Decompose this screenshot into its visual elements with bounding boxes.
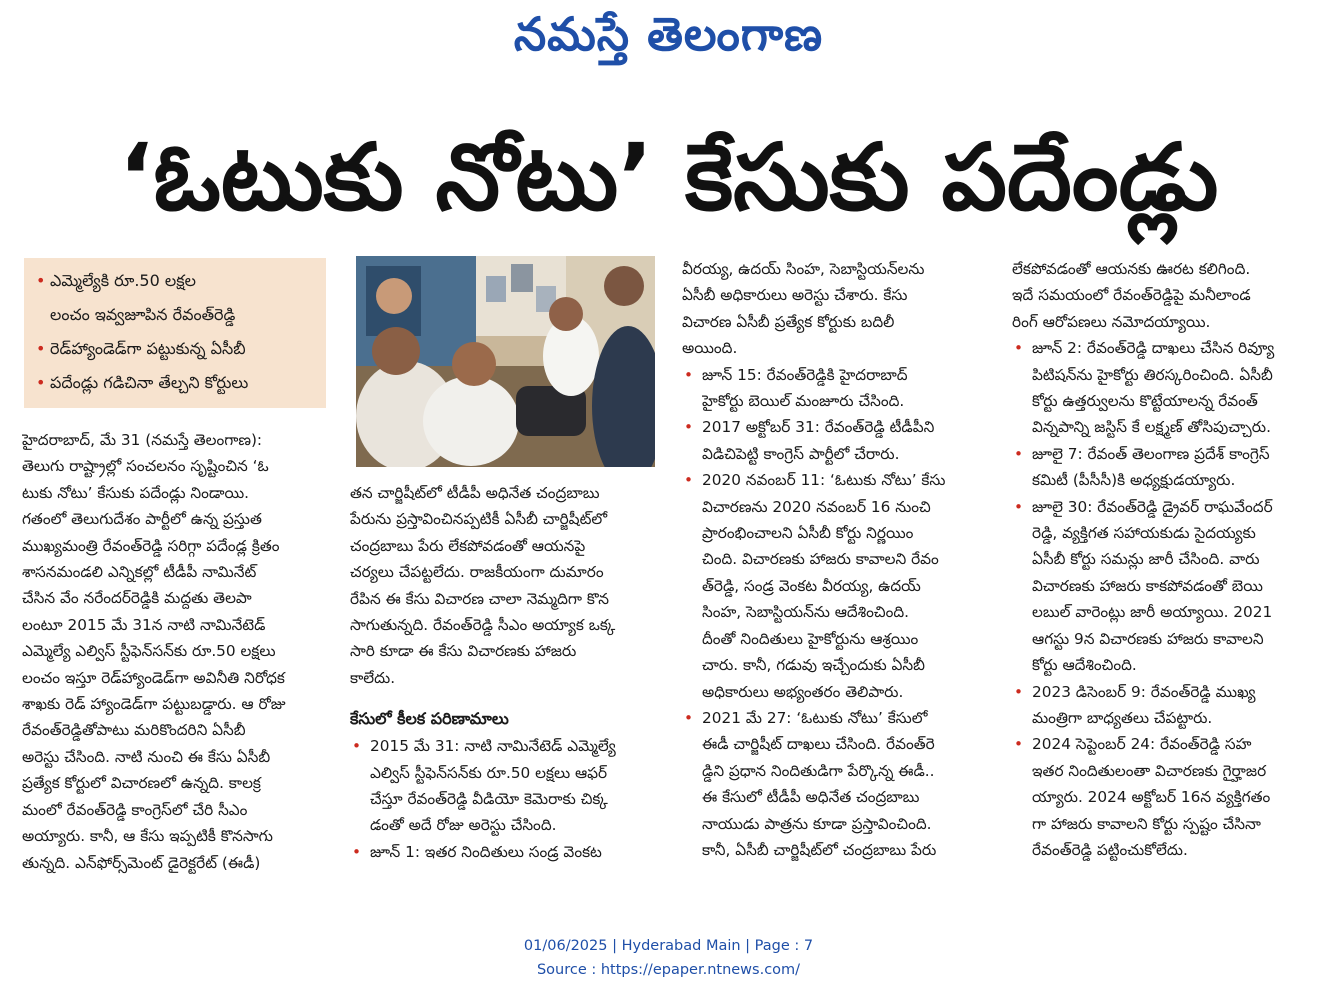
text-line: విచారణ ఏసీబీ ప్రత్యేక కోర్టుకు బదిలీ <box>682 312 895 331</box>
text-line: 2020 నవంబర్ 11: ‘ఓటుకు నోటు’ కేసు <box>702 471 946 490</box>
text-line: య్యారు. 2024 అక్టోబర్ 16న వ్యక్తిగతం <box>1032 788 1271 807</box>
text-line: రెడ్డి, వ్యక్తిగత సహాయకుడు సైదయ్యకు <box>1032 524 1256 543</box>
text-line: త్‌రెడ్డి, సండ్ర వెంకట వీరయ్య, ఉదయ్ <box>702 576 921 595</box>
timeline-item <box>682 414 986 467</box>
text-line: తన చార్జిషీట్‌లో టీడీపీ అధినేత చంద్రబాబు <box>350 484 600 502</box>
timeline-item <box>1012 335 1316 441</box>
bullet-icon: • <box>1014 735 1024 754</box>
timeline-item <box>350 733 656 839</box>
bullet-icon: • <box>684 708 694 727</box>
highlight-item: • ఎమ్మెల్యేకి రూ.50 లక్షల <box>36 271 196 290</box>
text-line: తున్నది. ఎన్‌ఫోర్స్‌మెంట్ డైరెక్టరేట్ (ఈడీ) <box>22 853 261 872</box>
text-line: టుకు నోటు’ కేసుకు పదేండ్లు నిండాయి. <box>22 483 250 502</box>
article-column-3 <box>682 256 986 863</box>
timeline-item <box>350 839 656 865</box>
text-line: చంద్రబాబు పేరు లేకపోవడంతో ఆయనపై <box>350 536 586 555</box>
page-footer <box>0 934 1337 982</box>
text-line: సారి కూడా ఈ కేసు విచారణకు హాజరు <box>350 642 577 661</box>
text-line: కమిటీ (పీసీసీ)కి అధ్యక్షుడయ్యారు. <box>1032 471 1236 490</box>
text-line: ఎమ్మెల్యే ఎల్విస్ స్టీఫెన్‌సన్‌కు రూ.50 లక్షలు <box>22 642 276 661</box>
text-line: దీంతో నిందితులు హైకోర్టును ఆశ్రయిం <box>702 629 919 648</box>
text-line: మంత్రిగా బాధ్యతలు చేపట్టారు. <box>1032 708 1213 727</box>
text-line: కానీ, ఏసీబీ చార్జిషీట్‌లో చంద్రబాబు పేరు <box>702 840 937 859</box>
newspaper-masthead: నమస్తే తెలంగాణ <box>513 7 824 61</box>
text-line: చింది. విచారణకు హాజరు కావాలని రేవం <box>702 550 939 569</box>
text-line: తెలుగు రాష్ట్రాల్లో సంచలనం సృష్టించిన ‘ఓ <box>22 457 269 476</box>
bullet-icon: • <box>1014 339 1024 358</box>
text-line: హైకోర్టు బెయిల్ మంజూరు చేసింది. <box>702 392 905 411</box>
timeline-item <box>682 467 986 705</box>
source-link[interactable]: Source : https://epaper.ntnews.com/ <box>536 962 801 978</box>
article-column-1 <box>22 427 326 876</box>
text-line: గతంలో తెలుగుదేశం పార్టీలో ఉన్న ప్రస్తుత <box>22 510 262 529</box>
text-line: జూన్ 15: రేవంత్‌రెడ్డికి హైదరాబాద్ <box>702 365 908 384</box>
text-line: అధికారులు అభ్యంతరం తెలిపారు. <box>702 682 904 701</box>
text-line: ఈడీ చార్జిషీట్ దాఖలు చేసింది. రేవంత్‌రె <box>702 735 935 754</box>
text-line: డ్డిని ప్రధాన నిందితుడిగా పేర్కొన్న ఈడీ.. <box>702 761 935 780</box>
text-line: జూన్ 2: రేవంత్‌రెడ్డి దాఖలు చేసిన రివ్యూ <box>1032 339 1275 358</box>
text-line: ఎల్విస్ స్టీఫెన్‌సన్‌కు రూ.50 లక్షలు ఆఫర్ <box>370 763 608 782</box>
text-line: ఏసీబీ అధికారులు అరెస్టు చేశారు. కేసు <box>682 286 908 305</box>
text-line: లంటూ 2015 మే 31న నాటి నామినేటెడ్ <box>22 615 266 634</box>
highlight-item: లంచం ఇవ్వజూపిన రేవంత్‌రెడ్డి <box>50 305 236 324</box>
text-line: జూన్ 1: ఇతర నిందితులు సండ్ర వెంకట <box>370 842 602 861</box>
timeline-item <box>682 705 986 863</box>
text-line: అరెస్టు చేసింది. నాటి నుంచి ఈ కేసు ఏసీబీ <box>22 747 271 766</box>
text-line: 2015 మే 31: నాటి నామినేటెడ్ ఎమ్మెల్యే <box>370 737 616 756</box>
bullet-icon: • <box>684 365 694 384</box>
text-line: ఇదే సమయంలో రేవంత్‌రెడ్డిపై మనీలాండ <box>1012 286 1251 305</box>
text-line: విచారణను 2020 నవంబర్ 16 నుంచి <box>702 497 931 516</box>
photo-illustration <box>356 256 655 467</box>
text-line: ఇతర నిందితులంతా విచారణకు గైర్హాజర <box>1032 761 1267 780</box>
text-line: ఏసీబీ కోర్టు సమన్లు జారీ చేసింది. వారు <box>1032 550 1260 569</box>
text-line: జూలై 7: రేవంత్ తెలంగాణ ప్రదేశ్ కాంగ్రెస్ <box>1032 444 1270 463</box>
text-line: చేస్తూ రేవంత్‌రెడ్డి వీడియో కెమెరాకు చిక్క <box>370 790 608 809</box>
article-headline: ‘ఓటుకు నోటు’ కేసుకు పదేండ్లు <box>118 124 1219 231</box>
highlight-item: • రెడ్‌హ్యాండెడ్‌గా పట్టుకున్న ఏసీబీ <box>36 339 246 358</box>
text-line: హైదరాబాద్, మే 31 (నమస్తే తెలంగాణ): <box>22 431 263 449</box>
text-line: ముఖ్యమంత్రి రేవంత్‌రెడ్డి సరిగ్గా పదేండ్ల క్రితం <box>22 536 280 555</box>
bullet-icon: • <box>1014 682 1024 701</box>
text-line: శాసనమండలి ఎన్నికల్లో టీడీపీ నామినేట్ <box>22 563 257 582</box>
bullet-icon: • <box>352 842 362 861</box>
text-line: వీరయ్య, ఉదయ్ సింహ, సెబాస్టియన్‌లను <box>682 260 925 278</box>
text-line: సాగుతున్నది. రేవంత్‌రెడ్డి సీఎం అయ్యాక ఒక్క <box>350 616 616 635</box>
text-line: అయింది. <box>682 339 738 358</box>
text-line: విడిచిపెట్టి కాంగ్రెస్ పార్టీలో చేరారు. <box>702 444 900 463</box>
text-line: నాయుడు పాత్రను కూడా ప్రస్తావించింది. <box>702 814 932 833</box>
text-line: ప్రారంభించాలని ఏసీబీ కోర్టు నిర్ణయిం <box>702 524 914 543</box>
text-line: 2021 మే 27: ‘ఓటుకు నోటు’ కేసులో <box>702 708 928 727</box>
highlights-box <box>24 258 326 408</box>
text-line: శాఖకు రెడ్ హ్యాండెడ్‌గా పట్టుబడ్డారు. ఆ రోజు <box>22 695 286 714</box>
timeline-item <box>1012 679 1316 732</box>
text-line: కోర్టు ఆదేశించింది. <box>1032 656 1137 675</box>
text-line: రేపిన ఈ కేసు విచారణ చాలా నెమ్మదిగా కొన <box>350 589 609 608</box>
text-line: జూలై 30: రేవంత్‌రెడ్డి డ్రైవర్ రాఘవేందర్ <box>1032 497 1273 516</box>
article-column-4 <box>1012 256 1316 863</box>
text-line: సింహ, సెబాస్టియన్‌ను ఆదేశించింది. <box>702 603 910 622</box>
timeline-item <box>1012 441 1316 494</box>
text-line: రేవంత్‌రెడ్డితోపాటు మరికొందరిని ఏసీబీ <box>22 721 246 740</box>
text-line: ప్రత్యేక కోర్టులో విచారణలో ఉన్నది. కాలక్ర <box>22 774 261 793</box>
text-line: రేవంత్‌రెడ్డి పట్టించుకోలేదు. <box>1032 840 1188 859</box>
text-line: లేకపోవడంతో ఆయనకు ఊరట కలిగింది. <box>1012 260 1251 278</box>
article-column-2 <box>350 480 656 865</box>
edition-info: 01/06/2025 | Hyderabad Main | Page : 7 <box>523 938 814 954</box>
highlight-item: • పదేండ్లు గడిచినా తేల్చని కోర్టులు <box>36 373 249 392</box>
text-line: ఈ కేసులో టీడీపీ అధినేత చంద్రబాబు <box>702 788 920 807</box>
text-line: కాలేదు. <box>350 668 396 687</box>
bullet-icon: • <box>684 471 694 490</box>
text-line: రింగ్ ఆరోపణలు నమోదయ్యాయి. <box>1012 312 1211 331</box>
text-line: పిటిషన్‌ను హైకోర్టు తిరస్కరించింది. ఏసీబీ <box>1032 365 1273 384</box>
section-subheading: కేసులో కీలక పరిణామాలు <box>350 709 509 729</box>
text-line: 2023 డిసెంబర్ 9: రేవంత్‌రెడ్డి ముఖ్య <box>1032 682 1256 701</box>
text-line: లంచం ఇస్తూ రెడ్‌హ్యాండెడ్‌గా అవినీతి నిరోధక <box>22 668 285 687</box>
text-line: కోర్టు ఉత్తర్వులను కొట్టేయాలన్న రేవంత్ <box>1032 392 1258 411</box>
text-line: అయ్యారు. కానీ, ఆ కేసు ఇప్పటికీ కొనసాగు <box>22 827 273 846</box>
text-line: ఆగస్టు 9న విచారణకు హాజరు కావాలని <box>1032 629 1264 648</box>
text-line: గా హాజరు కావాలని కోర్టు స్పష్టం చేసినా <box>1032 814 1261 833</box>
text-line: చేసిన వేం నరేందర్‌రెడ్డికి మద్దతు తెలపా <box>22 589 252 608</box>
bullet-icon: • <box>1014 497 1024 516</box>
text-line: విన్నపాన్ని జస్టిస్ కే లక్ష్మణ్ తోసిపుచ్చారు. <box>1032 418 1271 437</box>
timeline-item <box>682 362 986 415</box>
bullet-icon: • <box>684 418 694 437</box>
text-line: లబుల్ వారెంట్లు జారీ అయ్యాయి. 2021 <box>1032 603 1273 622</box>
article-photo <box>356 256 655 467</box>
text-line: పేరును ప్రస్తావించినప్పటికీ ఏసీబీ చార్జిషీట్‌లో <box>350 510 608 529</box>
text-line: 2024 సెప్టెంబర్ 24: రేవంత్‌రెడ్డి సహ <box>1032 735 1252 754</box>
timeline-item <box>1012 731 1316 863</box>
text-line: విచారణకు హాజరు కాకపోవడంతో బెయి <box>1032 576 1263 595</box>
text-line: మంలో రేవంత్‌రెడ్డి కాంగ్రెస్‌లో చేరి సీఎం <box>22 800 248 819</box>
bullet-icon: • <box>352 737 362 756</box>
bullet-icon: • <box>1014 444 1024 463</box>
text-line: డంతో అదే రోజు అరెస్టు చేసింది. <box>370 816 557 835</box>
text-line: 2017 అక్టోబర్ 31: రేవంత్‌రెడ్డి టీడీపీని <box>702 418 935 437</box>
text-line: చర్యలు చేపట్టలేదు. రాజకీయంగా దుమారం <box>350 563 604 582</box>
text-line: చారు. కానీ, గడువు ఇచ్చేందుకు ఏసీబీ <box>702 656 925 675</box>
timeline-item <box>1012 494 1316 679</box>
